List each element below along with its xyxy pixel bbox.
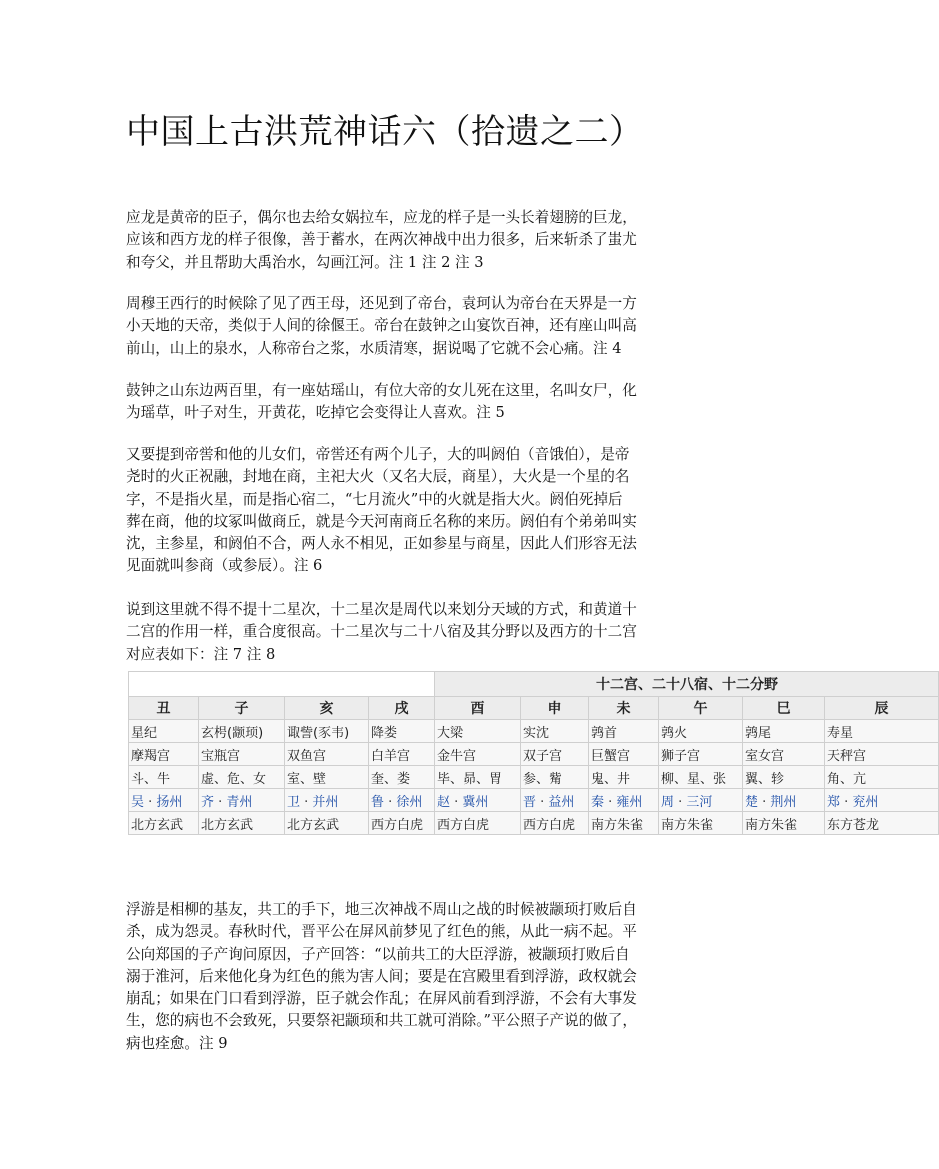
table-cell: 白羊宫	[369, 743, 435, 766]
zhou-link[interactable]: 三河	[686, 794, 713, 810]
branch-header-cell: 辰	[825, 697, 939, 720]
table-cell: 寿星	[825, 720, 939, 743]
zhou-link[interactable]: 青州	[226, 794, 253, 810]
branch-header-cell: 午	[659, 697, 743, 720]
table-cell: 双子宫	[521, 743, 589, 766]
table-caption: 十二宫、二十八宿、十二分野	[435, 672, 939, 697]
branch-header-cell: 酉	[435, 697, 521, 720]
state-link[interactable]: 晋	[523, 794, 537, 810]
state-link[interactable]: 郑	[827, 794, 841, 810]
text-line: 二宫的作用一样，重合度很高。十二星次与二十八宿及其分野以及西方的十二宫	[126, 623, 637, 641]
table-cell: 北方玄武	[129, 812, 199, 835]
branch-header-cell: 亥	[285, 697, 369, 720]
text-line: 沈，主参星，和阏伯不合，两人永不相见，正如参星与商星，因此人们形容无法	[126, 535, 637, 553]
fenye-cell	[659, 789, 743, 812]
table-row-fenye	[129, 789, 939, 812]
table-row-zodiac	[129, 743, 939, 766]
fenye-cell	[743, 789, 825, 812]
state-link[interactable]: 赵	[437, 794, 451, 810]
paragraph-fuyou	[126, 899, 706, 1055]
text-line: 鼓钟之山东边两百里，有一座姑瑶山，有位大帝的女儿死在这里，名叫女尸，化	[126, 382, 637, 399]
table-cell: 南方朱雀	[659, 812, 743, 835]
table-cell: 北方玄武	[199, 812, 285, 835]
table-cell: 降娄	[369, 720, 435, 743]
text-line: 浮游是相柳的基友，共工的手下，地三次神战不周山之战的时候被颛顼打败后自	[126, 901, 637, 918]
table-cell: 双鱼宫	[285, 743, 369, 766]
fenye-cell	[285, 789, 369, 812]
table-row-mansions	[129, 766, 939, 789]
table-cell: 大梁	[435, 720, 521, 743]
zhou-link[interactable]: 益州	[548, 794, 575, 810]
separator: ·	[840, 794, 853, 810]
fenye-cell	[825, 789, 939, 812]
table-cell: 室女宫	[743, 743, 825, 766]
text-line: 应龙是黄帝的臣子，偶尔也去给女娲拉车，应龙的样子是一头长着翅膀的巨龙，	[126, 209, 637, 226]
state-link[interactable]: 齐	[201, 794, 215, 810]
separator: ·	[214, 794, 227, 810]
table-cell: 奎、娄	[369, 766, 435, 789]
table-cell: 天秤宫	[825, 743, 939, 766]
branch-header-cell: 未	[589, 697, 659, 720]
table-cell: 虚、危、女	[199, 766, 285, 789]
fenye-cell	[129, 789, 199, 812]
state-link[interactable]: 吴	[131, 794, 145, 810]
branch-header-cell: 戌	[369, 697, 435, 720]
text-line: 对应表如下：注 7 注 8	[126, 645, 276, 663]
table-cell: 西方白虎	[521, 812, 589, 835]
fenye-cell	[589, 789, 659, 812]
table-cell: 翼、轸	[743, 766, 825, 789]
table-cell: 宝瓶宫	[199, 743, 285, 766]
table-cell: 室、壁	[285, 766, 369, 789]
paragraph-ditai	[126, 293, 706, 360]
table-cell: 西方白虎	[369, 812, 435, 835]
text-line: 又要提到帝喾和他的儿女们，帝喾还有两个儿子，大的叫阏伯（音饿伯），是帝	[126, 446, 630, 463]
text-line: 应该和西方龙的样子很像，善于蓄水，在两次神战中出力很多，后来斩杀了蚩尤	[126, 231, 637, 249]
state-link[interactable]: 鲁	[371, 794, 385, 810]
text-line: 字，不是指火星，而是指心宿二，“七月流火”中的火就是指大火。阏伯死掉后	[126, 490, 623, 508]
table-cell: 柳、星、张	[659, 766, 743, 789]
table-cell: 参、觜	[521, 766, 589, 789]
fenye-cell	[199, 789, 285, 812]
separator: ·	[604, 794, 617, 810]
table-row-quadrants	[129, 812, 939, 835]
paragraph-yinglong	[126, 207, 706, 274]
text-line: 和夸父，并且帮助大禹治水，勾画江河。注 1 注 2 注 3	[126, 253, 484, 271]
table	[128, 671, 939, 835]
text-line: 前山，山上的泉水，人称帝台之浆，水质清寒，据说喝了它就不会心痛。注 4	[126, 339, 622, 357]
zhou-link[interactable]: 扬州	[156, 794, 183, 810]
text-line: 为瑶草，叶子对生，开黄花，吃掉它会变得让人喜欢。注 5	[126, 404, 505, 422]
text-line: 尧时的火正祝融，封地在商，主祀大火（又名大辰，商星），大火是一个星的名	[126, 468, 630, 486]
table-cell: 北方玄武	[285, 812, 369, 835]
table-cell: 鹑尾	[743, 720, 825, 743]
table-cell: 角、亢	[825, 766, 939, 789]
table-cell: 西方白虎	[435, 812, 521, 835]
text-line: 小天地的天帝，类似于人间的徐偃王。帝台在鼓钟之山宴饮百神，还有座山叫高	[126, 317, 637, 335]
branch-header-cell: 子	[199, 697, 285, 720]
zhou-link[interactable]: 兖州	[852, 794, 879, 810]
table-caption-spacer	[129, 672, 435, 697]
table-cell: 摩羯宫	[129, 743, 199, 766]
text-line: 公向郑国的子产询问原因，子产回答：“以前共工的大臣浮游，被颛顼打败后自	[126, 945, 630, 963]
table-cell: 鹑首	[589, 720, 659, 743]
branch-header-cell: 申	[521, 697, 589, 720]
text-line: 生，您的病也不会致死，只要祭祀颛顼和共工就可消除。”平公照子产说的做了，	[126, 1012, 637, 1030]
separator: ·	[450, 794, 463, 810]
table-cell: 实沈	[521, 720, 589, 743]
separator: ·	[384, 794, 397, 810]
page-title: 中国上古洪荒神话六（拾遗之二）	[126, 112, 644, 152]
paragraph-guyao	[126, 380, 706, 425]
branch-header-cell: 丑	[129, 697, 199, 720]
star-correspondence-table	[128, 671, 889, 847]
text-line: 杀，成为怨灵。春秋时代，晋平公在屏风前梦见了红色的熊，从此一病不起。平	[126, 923, 637, 941]
table-cell: 毕、昴、胃	[435, 766, 521, 789]
text-line: 葬在商，他的坟冢叫做商丘，就是今天河南商丘名称的来历。阏伯有个弟弟叫实	[126, 512, 637, 530]
table-cell: 玄枵(颛顼)	[199, 720, 285, 743]
table-cell: 狮子宫	[659, 743, 743, 766]
table-cell: 东方苍龙	[825, 812, 939, 835]
table-cell: 诹訾(豕韦)	[285, 720, 369, 743]
zhou-link[interactable]: 徐州	[396, 794, 423, 810]
zhou-link[interactable]: 并州	[312, 794, 339, 810]
text-line: 见面就叫参商（或参辰）。注 6	[126, 557, 323, 575]
separator: ·	[144, 794, 157, 810]
separator: ·	[674, 794, 687, 810]
branch-header-cell: 巳	[743, 697, 825, 720]
table-cell: 巨蟹宫	[589, 743, 659, 766]
table-cell: 斗、牛	[129, 766, 199, 789]
zhou-link[interactable]: 荆州	[770, 794, 797, 810]
paragraph-diku-sons	[126, 444, 706, 578]
state-link[interactable]: 卫	[287, 794, 301, 810]
state-link[interactable]: 楚	[745, 794, 759, 810]
fenye-cell	[369, 789, 435, 812]
fenye-cell	[521, 789, 589, 812]
table-cell: 南方朱雀	[589, 812, 659, 835]
separator: ·	[300, 794, 313, 810]
table-cell: 星纪	[129, 720, 199, 743]
text-line: 说到这里就不得不提十二星次，十二星次是周代以来划分天域的方式，和黄道十	[126, 601, 637, 618]
text-line: 周穆王西行的时候除了见了西王母，还见到了帝台，袁珂认为帝台在天界是一方	[126, 295, 637, 312]
table-row-stations	[129, 720, 939, 743]
zhou-link[interactable]: 冀州	[462, 794, 489, 810]
fenye-cell	[435, 789, 521, 812]
table-cell: 鬼、井	[589, 766, 659, 789]
table-cell: 鹑火	[659, 720, 743, 743]
state-link[interactable]: 秦	[591, 794, 605, 810]
text-line: 崩乱；如果在门口看到浮游，臣子就会作乱；在屏风前看到浮游，不会有大事发	[126, 990, 637, 1008]
separator: ·	[758, 794, 771, 810]
paragraph-twelve-stations	[126, 599, 706, 666]
state-link[interactable]: 周	[661, 794, 675, 810]
text-line: 溺于淮河，后来他化身为红色的熊为害人间；要是在宫殿里看到浮游，政权就会	[126, 967, 637, 985]
table-header-row	[129, 697, 939, 720]
text-line: 病也痊愈。注 9	[126, 1034, 228, 1052]
table-cell: 金牛宫	[435, 743, 521, 766]
table-cell: 南方朱雀	[743, 812, 825, 835]
separator: ·	[536, 794, 549, 810]
zhou-link[interactable]: 雍州	[616, 794, 643, 810]
